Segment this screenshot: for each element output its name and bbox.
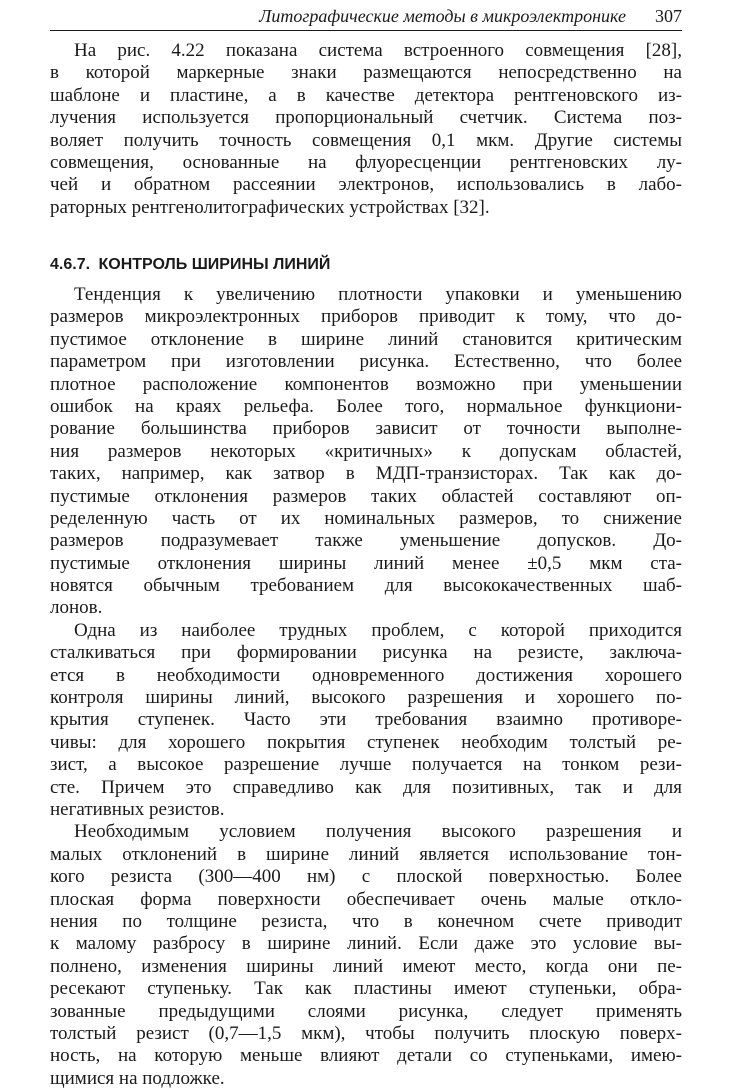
text-line: контроля ширины линий, высокого разрешения и хорошего по-	[50, 687, 682, 709]
text-line: рование большинства приборов зависит от точности выполне-	[50, 418, 682, 440]
text-line: к малому разбросу в ширине линий. Если даже это условие вы-	[50, 933, 682, 955]
running-head-title: Литографические методы в микроэлектронике	[259, 6, 626, 26]
text-line: совмещения, основанные на флуоресценции рентгеновских лу-	[50, 151, 682, 173]
text-line: в которой маркерные знаки размещаются непосредственно на	[50, 62, 682, 84]
text-line: Необходимым условием получения высокого разрешения и	[74, 821, 682, 843]
text-line: таких, например, как затвор в МДП-транзисторах. Так как до-	[50, 463, 682, 485]
text-line: толстый резист (0,7—1,5 мкм), чтобы получить плоскую поверх-	[50, 1022, 682, 1044]
text-line: лучения используется пропорциональный счетчик. Система поз-	[50, 107, 682, 129]
text-line: Одна из наиболее трудных проблем, с которой приходится	[74, 619, 682, 641]
intro-paragraph	[50, 40, 682, 219]
text-line: плоская форма поверхности обеспечивает очень малые откло-	[50, 888, 682, 910]
text-line: пустимые отклонения ширины линий менее ±0,5 мкм ста-	[50, 552, 682, 574]
text-line: чей и обратном рассеянии электронов, использовались в лабо-	[50, 174, 682, 196]
section-title: КОНТРОЛЬ ШИРИНЫ ЛИНИЙ	[98, 256, 331, 273]
text-line: размеров подразумевает также уменьшение допусков. До-	[50, 530, 682, 552]
text-line: нения по толщине резиста, что в конечном счете приводит	[50, 910, 682, 932]
paragraph	[50, 284, 682, 620]
text-line: ределенную часть от их номинальных размеров, то снижение	[50, 507, 682, 529]
text-line: плотное расположение компонентов возможно при уменьшении	[50, 373, 682, 395]
paragraph	[50, 620, 682, 822]
text-line: параметром при изготовлении рисунка. Естественно, что более	[50, 351, 682, 373]
text-line: щимися на подложке.	[50, 1067, 225, 1089]
text-line: сталкиваться при формировании рисунка на резисте, заключа-	[50, 642, 682, 664]
text-line: раторных рентгенолитографических устройствах [32].	[50, 196, 490, 218]
text-line: зист, а высокое разрешение лучше получается на тонком рези-	[50, 754, 682, 776]
text-line: воляет получить точность совмещения 0,1 мкм. Другие системы	[50, 129, 682, 151]
page-number: 307	[655, 6, 682, 26]
text-line: ошибок на краях рельефа. Более того, нормальное функциони-	[50, 395, 682, 417]
text-line: шаблоне и пластине, а в качестве детектора рентгеновского из-	[50, 84, 682, 106]
text-line: ресекают ступеньку. Так как пластины имеют ступеньки, обра-	[50, 978, 682, 1000]
running-head	[50, 4, 682, 28]
text-line: крытия ступенек. Часто эти требования взаимно противоре-	[50, 709, 682, 731]
text-line: сте. Причем это справедливо как для позитивных, так и для	[50, 776, 682, 798]
text-line: размеров микроэлектронных приборов приводит к тому, что до-	[50, 306, 682, 328]
text-line: малых отклонений в ширине линий является использование тон-	[50, 843, 682, 865]
section-number: 4.6.7.	[50, 256, 91, 273]
text-line: негативных резистов.	[50, 798, 225, 820]
text-line: зованные предыдущими слоями рисунка, следует применять	[50, 1000, 682, 1022]
section-heading	[50, 254, 682, 276]
paragraph	[50, 821, 682, 1090]
text-line: пустимое отклонение в ширине линий становится критическим	[50, 328, 682, 350]
text-line: кого резиста (300—400 нм) с плоской поверхностью. Более	[50, 866, 682, 888]
text-line: ность, на которую меньше влияют детали со ступеньками, имею-	[50, 1045, 682, 1067]
text-line: новятся обычным требованием для высококачественных шаб-	[50, 575, 682, 597]
text-line: пустимые отклонения размеров таких областей составляют оп-	[50, 485, 682, 507]
text-line: ния размеров некоторых «критичных» к допускам областей,	[50, 440, 682, 462]
text-line: полнено, изменения ширины линий имеют место, когда они пе-	[50, 955, 682, 977]
text-line: На рис. 4.22 показана система встроенного совмещения [28],	[74, 40, 682, 61]
section-body	[50, 284, 682, 1090]
text-line: Тенденция к увеличению плотности упаковки и уменьшению	[74, 284, 682, 305]
text-line: ется в необходимости одновременного достижения хорошего	[50, 664, 682, 686]
text-line: чивы: для хорошего покрытия ступенек необходим толстый ре-	[50, 731, 682, 753]
text-line: лонов.	[50, 597, 103, 619]
header-rule	[50, 30, 682, 31]
